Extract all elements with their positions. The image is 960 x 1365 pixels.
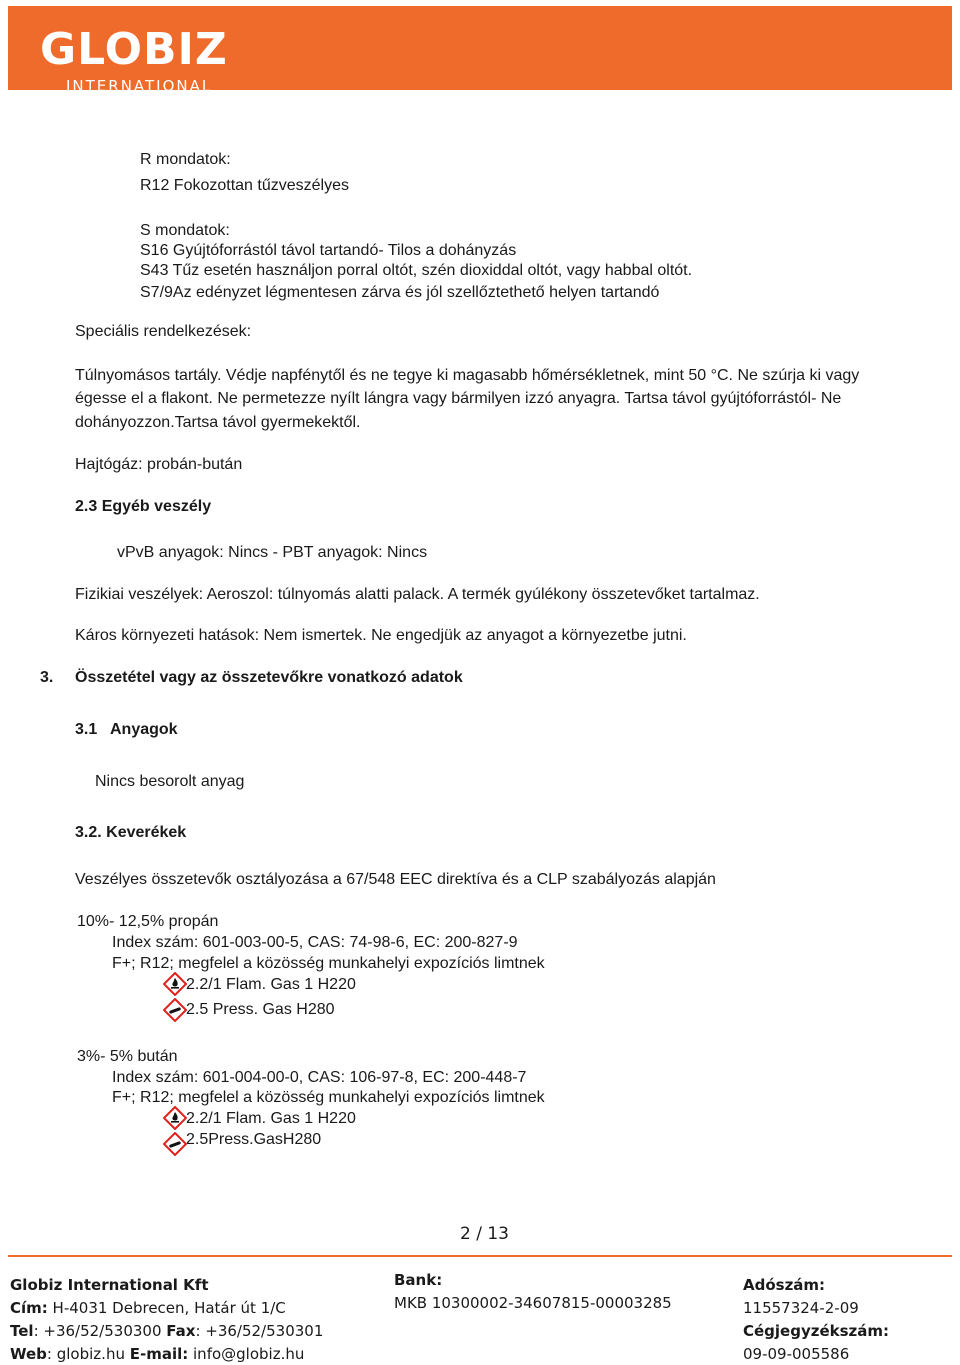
section-3-1-title: Anyagok: [110, 721, 178, 738]
gas-cylinder-pictogram-icon: [163, 1132, 187, 1156]
propane-press-class: 2.5 Press. Gas H280: [186, 1001, 335, 1018]
footer-bank-label: Bank:: [394, 1271, 443, 1289]
butane-name: 3%- 5% bután: [77, 1048, 178, 1065]
s43-phrase: S43 Tűz esetén használjon porral oltót, szén dioxiddal oltót, vagy habbal oltót.: [140, 262, 693, 279]
special-provisions-title: Speciális rendelkezések:: [75, 323, 252, 340]
section-3-1-number: 3.1: [75, 721, 98, 738]
gas-cylinder-pictogram-icon: [163, 998, 187, 1022]
footer-web-value: : globiz.hu: [46, 1345, 130, 1363]
footer-tel-label: Tel: [10, 1322, 34, 1340]
classification-basis: Veszélyes összetevők osztályozása a 67/548 EEC direktíva és a CLP szabályozás alapján: [75, 871, 716, 888]
s79-phrase: S7/9Az edényzet légmentesen zárva és jól szellőztethető helyen tartandó: [140, 284, 660, 301]
special-provisions-line: égesse el a flakont. Ne permetezze nyílt lángra vagy bármilyen izzó anyagra. Tartsa távol gyújtóforrástól- Ne: [75, 390, 842, 407]
footer-fax-value: : +36/52/530301: [195, 1322, 324, 1340]
footer-web: [10, 1344, 304, 1364]
page-number: 2 / 13: [460, 1224, 509, 1244]
propellant-text: Hajtógáz: probán-bután: [75, 456, 243, 473]
environmental-effects-text: Káros környezeti hatások: Nem ismertek. Ne engedjük az anyagot a környezetbe jutni.: [75, 627, 687, 644]
s16-phrase: S16 Gyújtóforrástól távol tartandó- Tilos a dohányzás: [140, 242, 517, 259]
physical-hazards-text: Fizikiai veszélyek: Aeroszol: túlnyomás alatti palack. A termék gyúlékony összetevőket tartalmaz.: [75, 586, 760, 603]
footer-company: Globiz International Kft: [10, 1276, 209, 1294]
footer-bank-account: MKB 10300002-34607815-00003285: [394, 1294, 672, 1312]
propane-name: 10%- 12,5% propán: [77, 913, 219, 930]
r12-phrase: R12 Fokozottan tűzveszélyes: [140, 177, 349, 194]
section-3-number: 3.: [40, 669, 54, 686]
butane-index: Index szám: 601-004-00-0, CAS: 106-97-8, EC: 200-448-7: [112, 1069, 527, 1086]
footer-tel-value: : +36/52/530300: [33, 1322, 167, 1340]
logo-subtitle: INTERNATIONAL: [66, 77, 213, 95]
s-phrases-title: S mondatok:: [140, 222, 230, 239]
header-banner: [8, 6, 952, 95]
footer-tax-number: 11557324-2-09: [743, 1299, 859, 1317]
footer-address: [10, 1298, 286, 1318]
propane-flam-class: 2.2/1 Flam. Gas 1 H220: [186, 976, 356, 993]
section-3-title: Összetétel vagy az összetevőkre vonatkozó adatok: [75, 669, 463, 686]
flame-pictogram-icon: [163, 1106, 187, 1130]
section-3-2-title: 3.2. Keverékek: [75, 824, 187, 841]
propane-classification: F+; R12; megfelel a közösség munkahelyi expozíciós limtnek: [112, 955, 545, 972]
footer-registry-label: Cégjegyzékszám:: [743, 1322, 890, 1340]
footer-divider: [8, 1255, 952, 1257]
flame-pictogram-icon: [163, 972, 187, 996]
propane-index: Index szám: 601-003-00-5, CAS: 74-98-6, EC: 200-827-9: [112, 934, 518, 951]
logo-text: GLOBIZ: [40, 24, 228, 75]
section-2-3-title: 2.3 Egyéb veszély: [75, 498, 212, 515]
footer-address-label: Cím:: [10, 1299, 48, 1317]
r-phrases-title: R mondatok:: [140, 151, 231, 168]
footer-registry-number: 09-09-005586: [743, 1345, 850, 1363]
footer-phone: [10, 1321, 323, 1341]
butane-flam-class: 2.2/1 Flam. Gas 1 H220: [186, 1110, 356, 1127]
footer-fax-label: Fax: [166, 1322, 196, 1340]
butane-classification: F+; R12; megfelel a közösség munkahelyi expozíciós limtnek: [112, 1089, 545, 1106]
butane-press-class: 2.5Press.GasH280: [186, 1131, 322, 1148]
footer-address-value: H-4031 Debrecen, Határ út 1/C: [47, 1299, 286, 1317]
vpvb-text: vPvB anyagok: Nincs - PBT anyagok: Nincs: [117, 544, 428, 561]
footer-tax-label: Adószám:: [743, 1276, 826, 1294]
footer-email-label: E-mail:: [129, 1345, 189, 1363]
special-provisions-line: Túlnyomásos tartály. Védje napfénytől és ne tegye ki magasabb hőmérsékletnek, mint 50 °C. Ne szúrja ki vagy: [75, 367, 860, 384]
special-provisions-line: dohányozzon.Tartsa távol gyermekektől.: [75, 414, 361, 431]
no-substance-text: Nincs besorolt anyag: [95, 773, 245, 790]
footer-email-value: info@globiz.hu: [188, 1345, 305, 1363]
footer-web-label: Web: [10, 1345, 47, 1363]
